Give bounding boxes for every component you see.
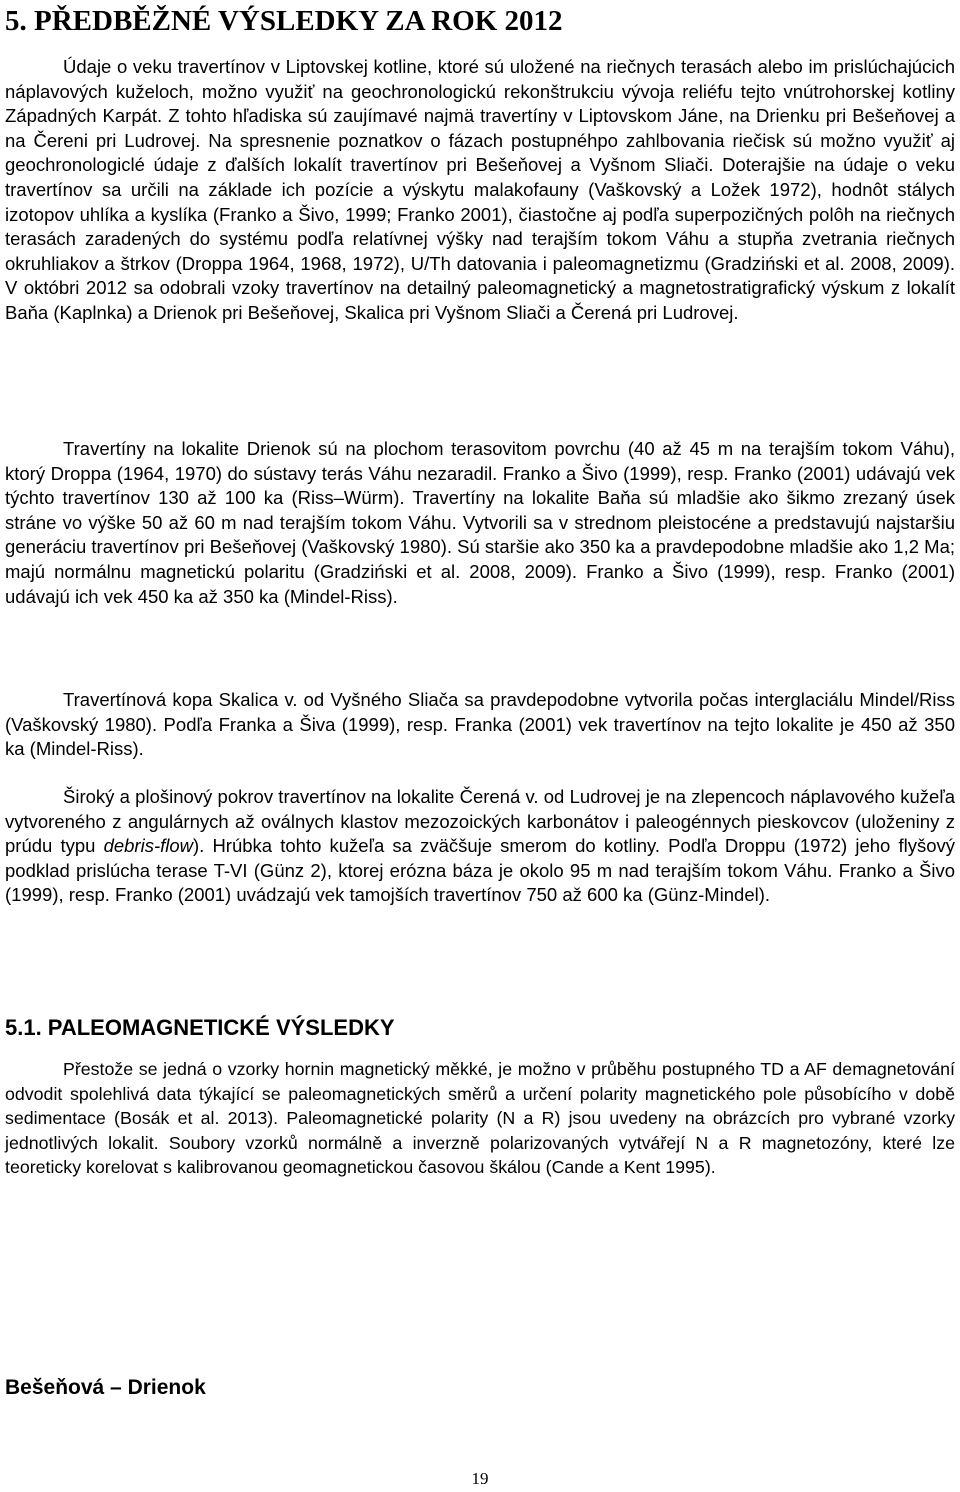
chapter-heading: 5. PŘEDBĚŽNÉ VÝSLEDKY ZA ROK 2012 xyxy=(5,5,563,37)
paragraph-drienok-bana: Travertíny na lokalite Drienok sú na plochom terasovitom povrchu (40 až 45 m na terajším tokom Váhu), ktorý Droppa (1964, 1970) do sústavy terás Váhu nezaradil. Franko a Šivo (1999), resp. Franko (2001) udávajú vek týchto travertínov 130 až 100 ka (Riss–Würm). Travertíny na lokalite Baňa sú mladšie ako šikmo zrezaný úsek stráne vo výške 50 až 60 m nad terajším tokom Váhu. Vytvorili sa v strednom pleistocéne a predstavujú najstaršiu generáciu travertínov pri Bešeňovej (Vaškovský 1980). Sú staršie ako 350 ka a pravdepodobne mladšie ako 1,2 Ma; majú normálnu magnetickú polaritu (Gradziński et al. 2008, 2009). Franko a Šivo (1999), resp. Franko (2001) udávajú ich vek 450 ka až 350 ka (Mindel-Riss). xyxy=(5,438,955,607)
page-number: 19 xyxy=(471,1469,489,1488)
paragraph-skalica: Travertínová kopa Skalica v. od Vyšného Sliača sa pravdepodobne vytvorila počas interglaciálu Mindel/Riss (Vaškovský 1980). Podľa Franka a Šiva (1999), resp. Franka (2001) vek travertínov na tejto lokalite je 450 až 350 ka (Mindel-Riss). xyxy=(5,689,955,760)
section-heading-paleomagnetic: 5.1. PALEOMAGNETICKÉ VÝSLEDKY xyxy=(5,1015,395,1040)
paragraph-cerena-text-2: ). Hrúbka tohto kužeľa sa zväčšuje smerom do kotliny. Podľa Droppu (1972) jeho flyšový podklad prislúcha terase T-VI (Günz 2), ktorej erózna báza je okolo 95 m nad terajším tokom Váhu. Franko a Šivo (1999), resp. Franko (2001) uvádzajú vek tamojších travertínov 750 až 600 ka (Günz-Mindel). xyxy=(5,835,955,906)
paragraph-paleomagnetic-results: Přestože se jedná o vzorky hornin magnetický měkké, je možno v průběhu postupného TD a AF demagnetování odvodit spolehlivá data týkající se paleomagnetických směrů a určení polarity magnetického pole působícího v době sedimentace (Bosák et al. 2013). Paleomagnetické polarity (N a R) jsou uvedeny na obrázcích pro vybrané vzorky jednotlivých lokalit. Soubory vzorků normálně a inverzně polarizovaných vytvářejí N a R magnetozóny, které lze teoreticky korelovat s kalibrovanou geomagnetickou časovou škálou (Cande a Kent 1995). xyxy=(5,1059,955,1178)
paragraph-cerena xyxy=(5,785,955,908)
subsection-heading-besenova-drienok: Bešeňová – Drienok xyxy=(5,1376,206,1399)
debris-flow-term: debris-flow xyxy=(103,835,194,857)
paragraph-travertine-ages: Údaje o veku travertínov v Liptovskej kotline, ktoré sú uložené na riečnych terasách alebo im prislúchajúcich náplavových kuželoch, možno využiť na geochronologickú rekonštrukciu vývoja reliéfu tejto vnútrohorskej kotliny Západných Karpát. Z tohto hľadiska sú zaujímavé najmä travertíny v Liptovskom Jáne, na Drienku pri Bešeňovej a na Čereni pri Ludrovej. Na spresnenie poznatkov o fázach postupnéhpo zahlbovania riečisk sú možno využiť aj geochronologiclé údaje z ďalších lokalít travertínov pri Bešeňovej a Vyšnom Sliači. Doterajšie na údaje o veku travertínov sa určili na základe ich pozície a výskytu malakofauny (Vaškovský a Ložek 1972), hodnôt stálych izotopov uhlíka a kyslíka (Franko a Šivo, 1999; Franko 2001), čiastočne aj podľa superpozičných polôh na riečnych terasách zaradených do systému podľa relatívnej výšky nad terajším tokom Váhu a stupňa zvetrania riečnych okruhliakov a štrkov (Droppa 1964, 1968, 1972), U/Th datovania i paleomagnetizmu (Gradziński et al. 2008, 2009). V októbri 2012 sa odobrali vzoky travertínov na detailný paleomagnetický a magnetostratigrafický výskum z lokalít Baňa (Kaplnka) a Drienok pri Bešeňovej, Skalica pri Vyšnom Sliači a Čerená pri Ludrovej. xyxy=(5,56,955,323)
paragraph-cerena-text-1: Široký a plošinový pokrov travertínov na lokalite Čerená v. od Ludrovej je na zlepencoch náplavového kužeľa vytvoreného z angulárnych až oválnych klastov mezozoických karbonátov i paleogénnych pieskovcov (uloženiny z prúdu typu xyxy=(5,786,955,857)
